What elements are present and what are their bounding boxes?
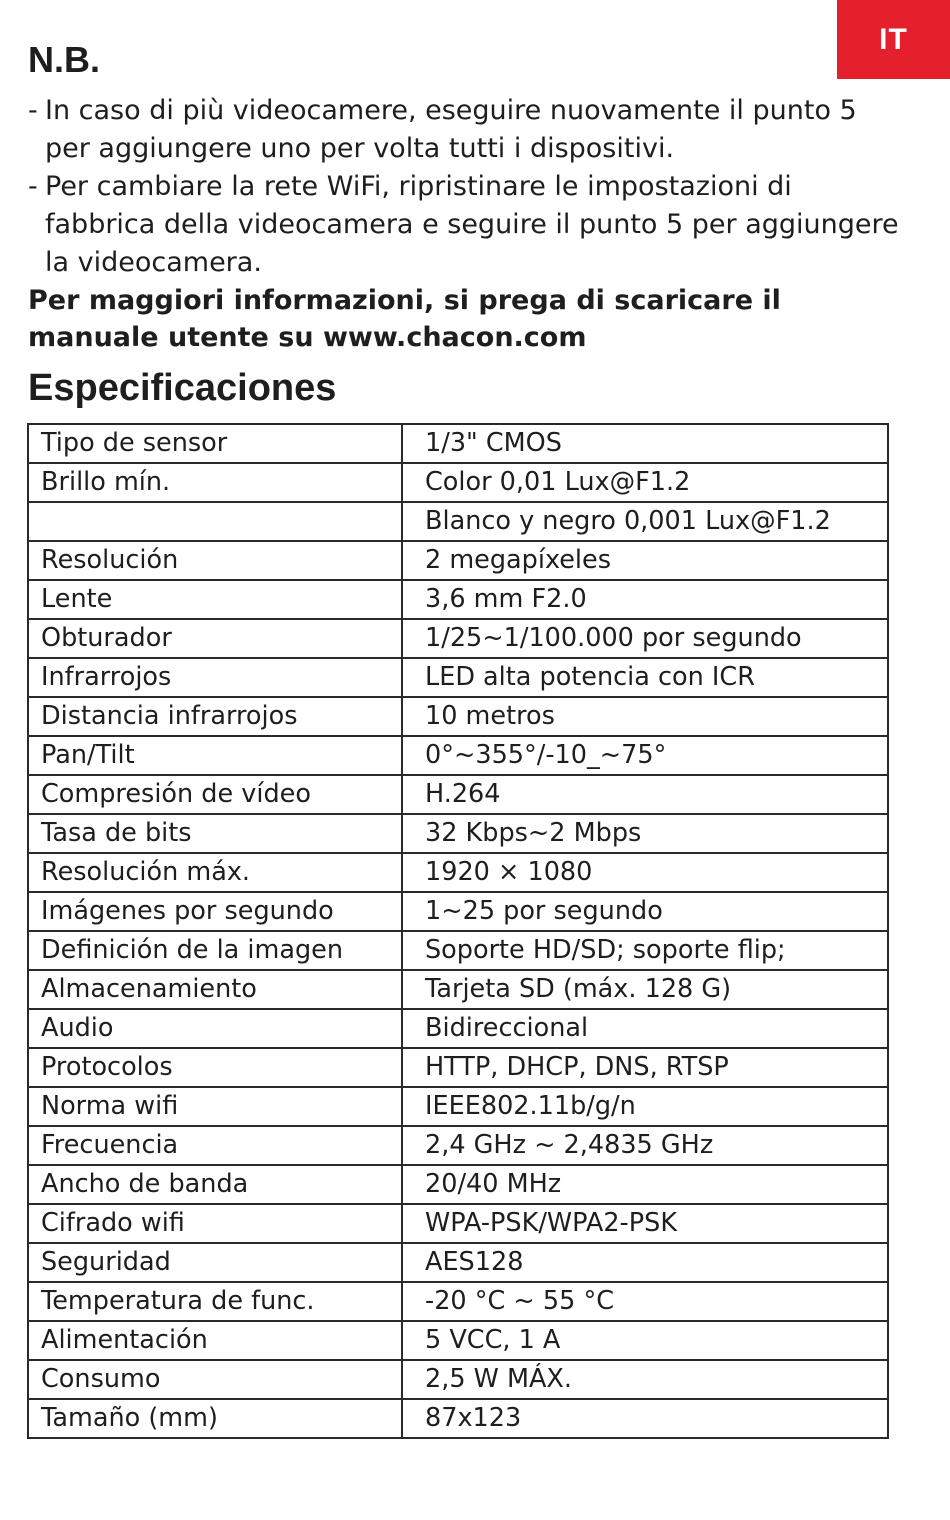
spec-value: 10 metros: [402, 697, 888, 736]
table-row: [28, 1204, 888, 1243]
spec-label: Definición de la imagen: [28, 931, 402, 970]
spec-label: Tasa de bits: [28, 814, 402, 853]
table-row: [28, 1048, 888, 1087]
spec-label: Ancho de banda: [28, 1165, 402, 1204]
spec-value: 0°~355°/-10_~75°: [402, 736, 888, 775]
table-row: [28, 1360, 888, 1399]
spec-value: 87x123: [402, 1399, 888, 1438]
spec-label: Frecuencia: [28, 1126, 402, 1165]
spec-value: 1~25 por segundo: [402, 892, 888, 931]
spec-label: Almacenamiento: [28, 970, 402, 1009]
spec-label: Pan/Tilt: [28, 736, 402, 775]
spec-label: Temperatura de func.: [28, 1282, 402, 1321]
spec-label: Resolución máx.: [28, 853, 402, 892]
spec-label: Norma wifi: [28, 1087, 402, 1126]
spec-value: IEEE802.11b/g/n: [402, 1087, 888, 1126]
spec-label: [28, 502, 402, 541]
spec-value: H.264: [402, 775, 888, 814]
table-row: [28, 892, 888, 931]
language-tab: IT: [837, 0, 950, 79]
more-info-text: Per maggiori informazioni, si prega di scaricare il manuale utente su www.chacon.com: [28, 285, 781, 353]
note-item: [28, 168, 908, 282]
table-row: [28, 1243, 888, 1282]
table-row: [28, 1165, 888, 1204]
spec-value: 20/40 MHz: [402, 1165, 888, 1204]
spec-label: Consumo: [28, 1360, 402, 1399]
table-row: [28, 814, 888, 853]
table-row: [28, 853, 888, 892]
table-row: [28, 463, 888, 502]
spec-value: 32 Kbps~2 Mbps: [402, 814, 888, 853]
spec-value: 2,5 W MÁX.: [402, 1360, 888, 1399]
spec-label: Protocolos: [28, 1048, 402, 1087]
spec-label: Cifrado wifi: [28, 1204, 402, 1243]
list-dash: -: [28, 95, 38, 126]
spec-value: -20 °C ~ 55 °C: [402, 1282, 888, 1321]
spec-value: Soporte HD/SD; soporte flip;: [402, 931, 888, 970]
specs-table-body: [28, 424, 888, 1438]
spec-label: Tipo de sensor: [28, 424, 402, 463]
table-row: [28, 658, 888, 697]
table-row: [28, 1009, 888, 1048]
table-row: [28, 580, 888, 619]
specs-heading: Especificaciones: [28, 367, 337, 409]
spec-value: 1/3" CMOS: [402, 424, 888, 463]
spec-value: WPA-PSK/WPA2-PSK: [402, 1204, 888, 1243]
spec-value: 2,4 GHz ~ 2,4835 GHz: [402, 1126, 888, 1165]
spec-label: Lente: [28, 580, 402, 619]
table-row: [28, 697, 888, 736]
spec-value: AES128: [402, 1243, 888, 1282]
specs-table: [27, 423, 889, 1439]
table-row: [28, 424, 888, 463]
table-row: [28, 1126, 888, 1165]
table-row: [28, 775, 888, 814]
spec-label: Alimentación: [28, 1321, 402, 1360]
spec-label: Distancia infrarrojos: [28, 697, 402, 736]
spec-label: Resolución: [28, 541, 402, 580]
spec-value: Bidireccional: [402, 1009, 888, 1048]
spec-label: Compresión de vídeo: [28, 775, 402, 814]
spec-label: Imágenes por segundo: [28, 892, 402, 931]
spec-value: 1/25~1/100.000 por segundo: [402, 619, 888, 658]
note-item: [28, 92, 908, 168]
list-dash: -: [28, 171, 38, 202]
table-row: [28, 931, 888, 970]
table-row: [28, 619, 888, 658]
spec-label: Obturador: [28, 619, 402, 658]
table-row: [28, 970, 888, 1009]
note-item-text: In caso di più videocamere, eseguire nuovamente il punto 5 per aggiungere uno per volta tutti i dispositivi.: [45, 95, 857, 164]
spec-value: 5 VCC, 1 A: [402, 1321, 888, 1360]
spec-label: Audio: [28, 1009, 402, 1048]
spec-value: 2 megapíxeles: [402, 541, 888, 580]
note-heading: N.B.: [28, 39, 100, 80]
spec-value: LED alta potencia con ICR: [402, 658, 888, 697]
spec-value: Tarjeta SD (máx. 128 G): [402, 970, 888, 1009]
spec-value: Color 0,01 Lux@F1.2: [402, 463, 888, 502]
table-row: [28, 1321, 888, 1360]
spec-label: Infrarrojos: [28, 658, 402, 697]
table-row: [28, 736, 888, 775]
table-row: [28, 1399, 888, 1438]
note-list: [28, 92, 908, 282]
table-row: [28, 541, 888, 580]
spec-label: Seguridad: [28, 1243, 402, 1282]
spec-label: Tamaño (mm): [28, 1399, 402, 1438]
spec-value: 1920 × 1080: [402, 853, 888, 892]
table-row: [28, 1282, 888, 1321]
spec-value: 3,6 mm F2.0: [402, 580, 888, 619]
table-row: [28, 502, 888, 541]
table-row: [28, 1087, 888, 1126]
spec-label: Brillo mín.: [28, 463, 402, 502]
spec-value: HTTP, DHCP, DNS, RTSP: [402, 1048, 888, 1087]
note-item-text: Per cambiare la rete WiFi, ripristinare le impostazioni di fabbrica della videocamera e seguire il punto 5 per aggiungere la videocamera.: [45, 171, 899, 278]
spec-value: Blanco y negro 0,001 Lux@F1.2: [402, 502, 888, 541]
